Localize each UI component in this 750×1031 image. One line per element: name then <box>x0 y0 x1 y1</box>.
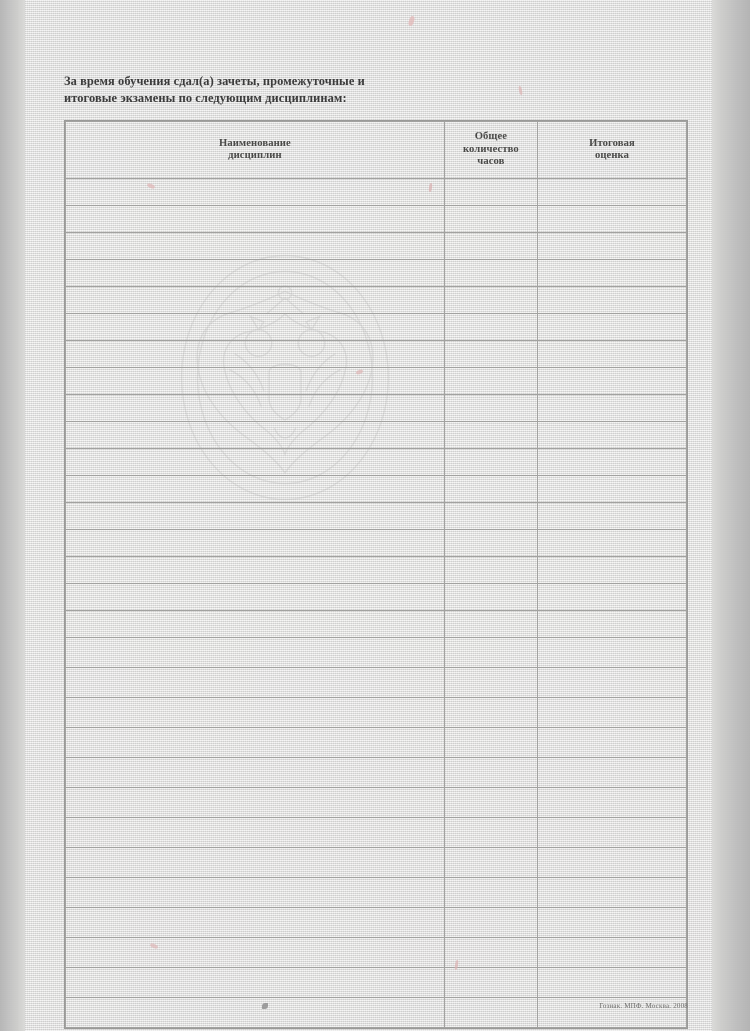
column-header-hours-line1: Общее <box>474 131 508 143</box>
table-cell-grade[interactable] <box>537 476 686 503</box>
scan-edge-right <box>720 0 750 1031</box>
table-cell-hours[interactable] <box>444 449 537 476</box>
table-cell-grade[interactable] <box>537 968 686 998</box>
table-row <box>66 530 687 557</box>
table-cell-hours[interactable] <box>444 476 537 503</box>
table-cell-hours[interactable] <box>444 698 537 728</box>
table-cell-grade[interactable] <box>537 233 686 260</box>
table-cell-grade[interactable] <box>537 206 686 233</box>
scan-artifact <box>518 86 523 95</box>
table-cell-discipline[interactable] <box>66 611 445 638</box>
table-cell-discipline[interactable] <box>66 341 445 368</box>
table-row <box>66 878 687 908</box>
table-body <box>66 179 687 1028</box>
table-cell-discipline[interactable] <box>66 758 445 788</box>
table-header-row <box>66 122 687 179</box>
table-row <box>66 758 687 788</box>
table-cell-hours[interactable] <box>444 341 537 368</box>
table-row <box>66 233 687 260</box>
table-row <box>66 557 687 584</box>
scan-edge-left-inner <box>18 0 25 1031</box>
table-cell-grade[interactable] <box>537 758 686 788</box>
table-row <box>66 368 687 395</box>
table-cell-discipline[interactable] <box>66 206 445 233</box>
table-cell-hours[interactable] <box>444 503 537 530</box>
table-cell-grade[interactable] <box>537 584 686 611</box>
table-row <box>66 206 687 233</box>
table-cell-grade[interactable] <box>537 341 686 368</box>
table-cell-hours[interactable] <box>444 260 537 287</box>
table-cell-discipline[interactable] <box>66 788 445 818</box>
table-cell-grade[interactable] <box>537 848 686 878</box>
table-cell-grade[interactable] <box>537 638 686 668</box>
column-header-discipline-line2: дисциплин <box>228 150 282 161</box>
table-cell-grade[interactable] <box>537 728 686 758</box>
table-cell-discipline[interactable] <box>66 698 445 728</box>
table-cell-grade[interactable] <box>537 611 686 638</box>
table-row <box>66 449 687 476</box>
table-cell-grade[interactable] <box>537 698 686 728</box>
column-header-hours-line2: количество <box>462 143 519 155</box>
table-cell-discipline[interactable] <box>66 260 445 287</box>
table-cell-discipline[interactable] <box>66 233 445 260</box>
table-cell-grade[interactable] <box>537 287 686 314</box>
table-cell-hours[interactable] <box>444 728 537 758</box>
column-header-hours-line3: часов <box>477 156 505 168</box>
table-cell-hours[interactable] <box>444 638 537 668</box>
column-header-hours <box>444 122 537 179</box>
table-cell-discipline[interactable] <box>66 179 445 206</box>
table-cell-discipline[interactable] <box>66 503 445 530</box>
table-cell-discipline[interactable] <box>66 728 445 758</box>
table-cell-grade[interactable] <box>537 260 686 287</box>
table-row <box>66 179 687 206</box>
table-cell-hours[interactable] <box>444 878 537 908</box>
table-cell-hours[interactable] <box>444 422 537 449</box>
page-title <box>64 73 494 106</box>
table-cell-grade[interactable] <box>537 314 686 341</box>
table-cell-discipline[interactable] <box>66 368 445 395</box>
heading-line-2: итоговые экзамены по следующим дисциплинам: <box>64 90 347 105</box>
table-cell-hours[interactable] <box>444 611 537 638</box>
table-cell-hours[interactable] <box>444 668 537 698</box>
table-cell-grade[interactable] <box>537 668 686 698</box>
table-cell-hours[interactable] <box>444 395 537 422</box>
table-cell-discipline[interactable] <box>66 638 445 668</box>
table-cell-discipline[interactable] <box>66 968 445 998</box>
table-row <box>66 668 687 698</box>
scan-edge-right-inner <box>712 0 720 1031</box>
table-row <box>66 908 687 938</box>
table-cell-discipline[interactable] <box>66 476 445 503</box>
table-row <box>66 638 687 668</box>
table-row <box>66 788 687 818</box>
table-cell-discipline[interactable] <box>66 998 445 1028</box>
disciplines-table <box>64 120 688 1029</box>
table-cell-hours[interactable] <box>444 938 537 968</box>
table-cell-hours[interactable] <box>444 287 537 314</box>
table-row <box>66 818 687 848</box>
table-cell-discipline[interactable] <box>66 422 445 449</box>
table-cell-hours[interactable] <box>444 584 537 611</box>
table-cell-discipline[interactable] <box>66 938 445 968</box>
column-header-grade-line1: Итоговая <box>589 137 635 149</box>
table-cell-hours[interactable] <box>444 788 537 818</box>
table-cell-discipline[interactable] <box>66 395 445 422</box>
table-cell-hours[interactable] <box>444 908 537 938</box>
table-cell-discipline[interactable] <box>66 818 445 848</box>
table-cell-discipline[interactable] <box>66 848 445 878</box>
table-cell-discipline[interactable] <box>66 584 445 611</box>
table-cell-discipline[interactable] <box>66 878 445 908</box>
table-cell-hours[interactable] <box>444 968 537 998</box>
table-cell-discipline[interactable] <box>66 530 445 557</box>
table-row <box>66 848 687 878</box>
table-cell-grade[interactable] <box>537 938 686 968</box>
column-header-discipline <box>66 122 445 179</box>
table-row <box>66 938 687 968</box>
table-cell-discipline[interactable] <box>66 287 445 314</box>
table-cell-hours[interactable] <box>444 206 537 233</box>
table-cell-hours[interactable] <box>444 848 537 878</box>
table-cell-hours[interactable] <box>444 557 537 584</box>
column-header-grade-line2: оценка <box>594 150 629 161</box>
table-row <box>66 287 687 314</box>
printer-imprint: Гознак. МПФ. Москва. 2008 <box>599 1002 688 1010</box>
table-row <box>66 341 687 368</box>
column-header-grade <box>537 122 686 179</box>
table-row <box>66 968 687 998</box>
table-cell-grade[interactable] <box>537 368 686 395</box>
table-row <box>66 422 687 449</box>
table-cell-hours[interactable] <box>444 530 537 557</box>
table-cell-discipline[interactable] <box>66 668 445 698</box>
table-row <box>66 503 687 530</box>
table-cell-grade[interactable] <box>537 818 686 848</box>
table-row <box>66 611 687 638</box>
table-cell-grade[interactable] <box>537 395 686 422</box>
table-cell-hours[interactable] <box>444 818 537 848</box>
table-cell-discipline[interactable] <box>66 314 445 341</box>
table-cell-hours[interactable] <box>444 314 537 341</box>
table-row <box>66 395 687 422</box>
table-cell-hours[interactable] <box>444 233 537 260</box>
table-cell-grade[interactable] <box>537 503 686 530</box>
table-cell-discipline[interactable] <box>66 557 445 584</box>
table-cell-discipline[interactable] <box>66 908 445 938</box>
table-row <box>66 260 687 287</box>
table-cell-grade[interactable] <box>537 530 686 557</box>
table-cell-grade[interactable] <box>537 179 686 206</box>
scan-edge-left <box>0 0 18 1031</box>
table-cell-discipline[interactable] <box>66 449 445 476</box>
table-row <box>66 698 687 728</box>
table-cell-grade[interactable] <box>537 788 686 818</box>
table-cell-grade[interactable] <box>537 557 686 584</box>
heading-line-1: За время обучения сдал(а) зачеты, промежуточные и <box>64 74 365 88</box>
table-row <box>66 584 687 611</box>
column-header-discipline-line1: Наименование <box>218 137 291 149</box>
table-cell-grade[interactable] <box>537 449 686 476</box>
table-row <box>66 476 687 503</box>
table-cell-grade[interactable] <box>537 422 686 449</box>
table-row <box>66 998 687 1028</box>
table-cell-grade[interactable] <box>537 908 686 938</box>
table-row <box>66 314 687 341</box>
scan-artifact <box>408 15 416 26</box>
table-cell-hours[interactable] <box>444 179 537 206</box>
table-cell-hours[interactable] <box>444 368 537 395</box>
table-cell-hours[interactable] <box>444 758 537 788</box>
table-cell-hours[interactable] <box>444 998 537 1028</box>
table-row <box>66 728 687 758</box>
table-cell-grade[interactable] <box>537 878 686 908</box>
table-header <box>66 122 687 179</box>
